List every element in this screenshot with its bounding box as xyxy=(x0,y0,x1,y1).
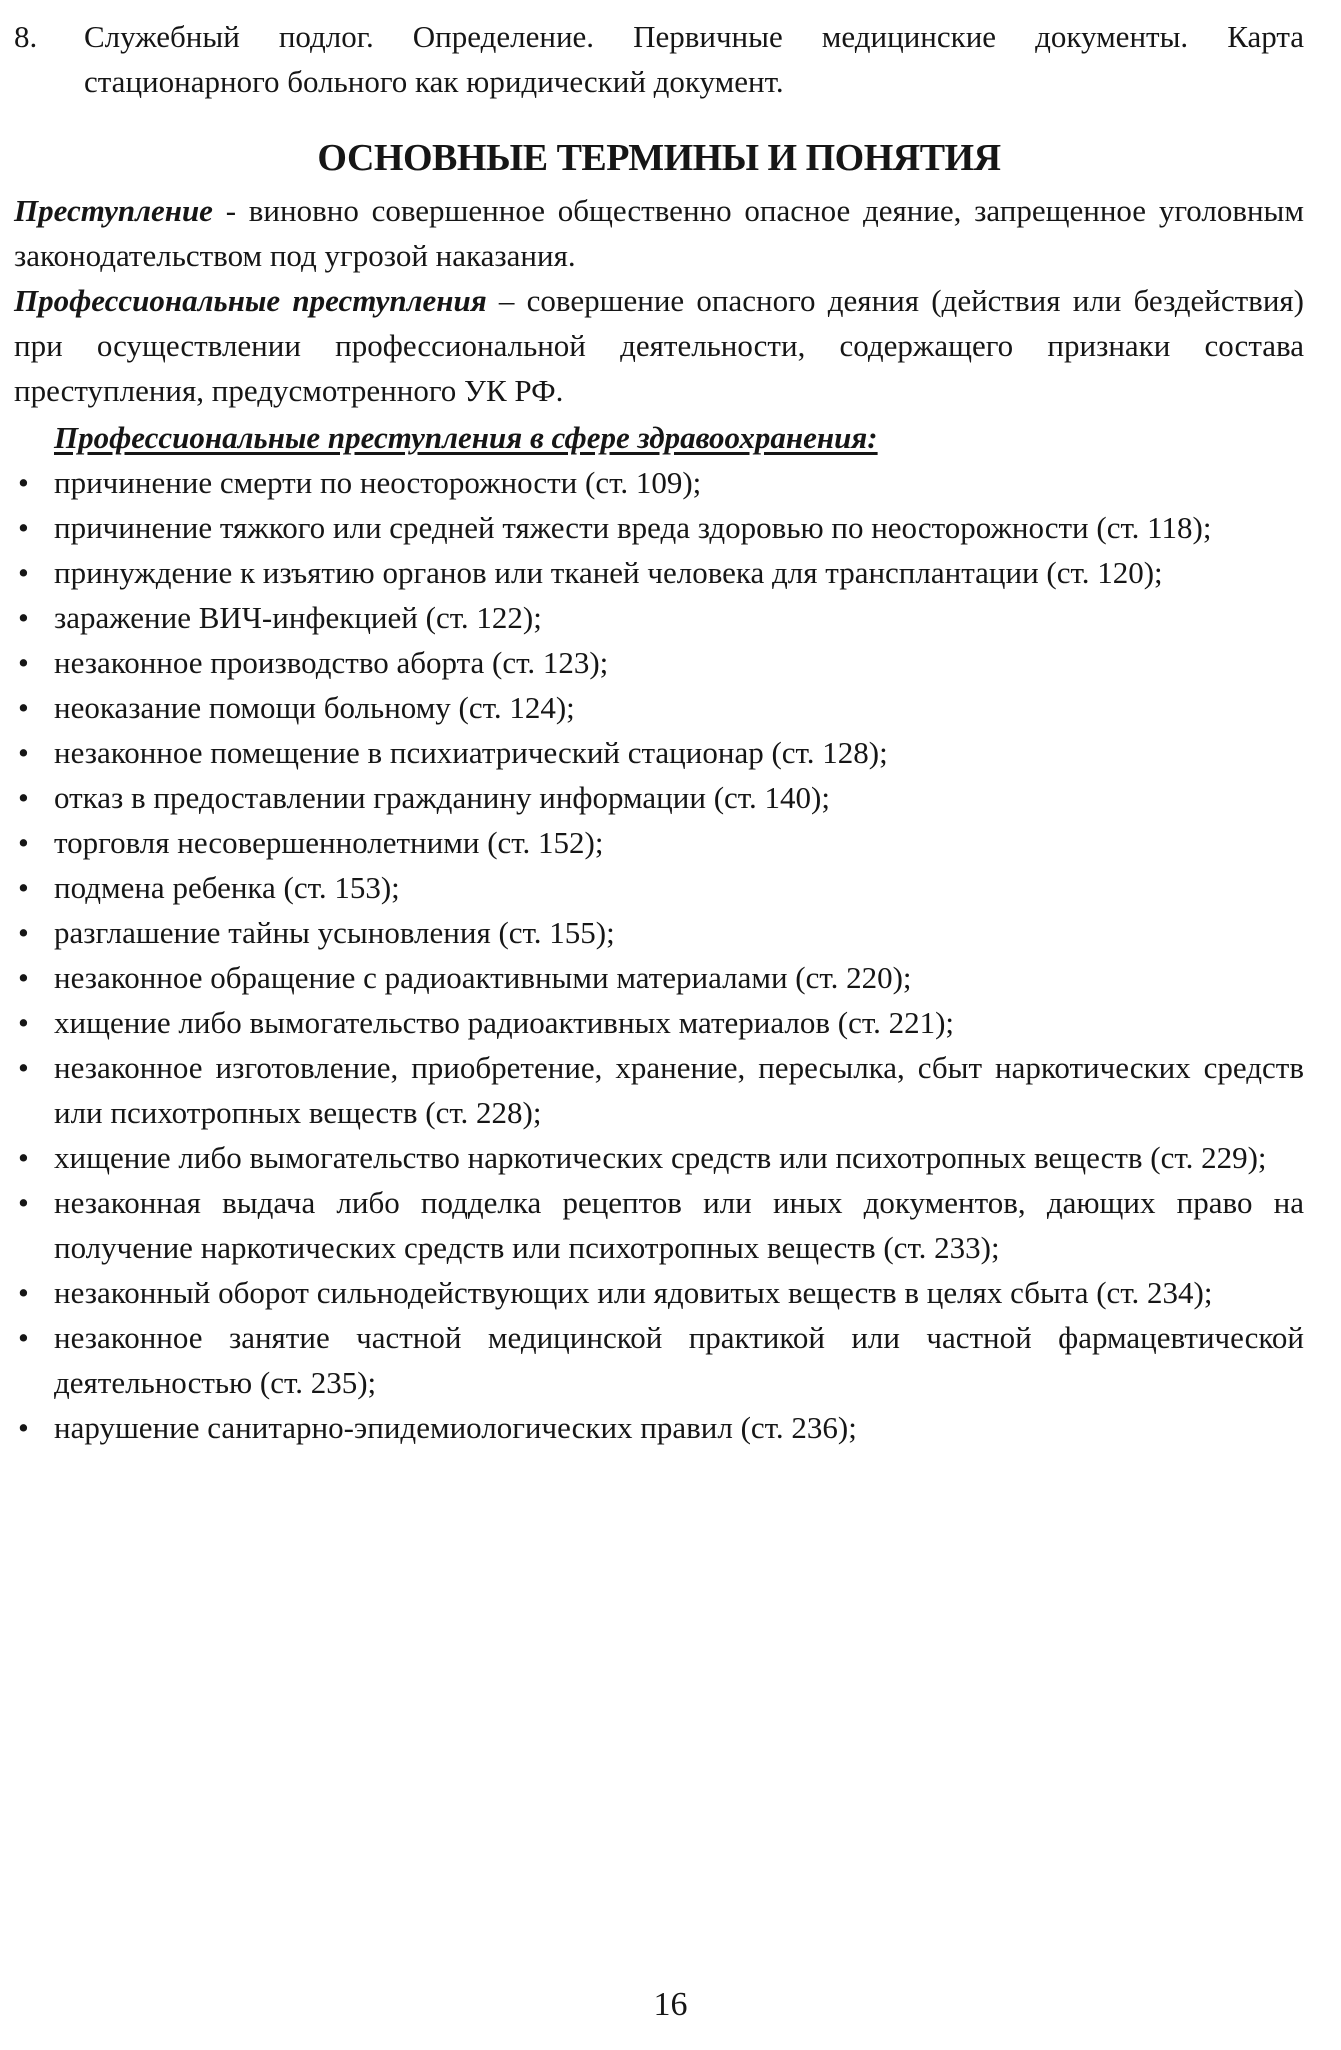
question-item xyxy=(14,14,1304,104)
bullet-icon: • xyxy=(18,1320,29,1355)
definition-separator: - xyxy=(212,193,249,228)
list-item xyxy=(14,550,1304,595)
list-item-text: незаконное обращение с радиоактивными материалами (ст. 220); xyxy=(54,960,912,995)
list-item-text: торговля несовершеннолетними (ст. 152); xyxy=(54,825,604,860)
list-item-text: причинение смерти по неосторожности (ст. 109); xyxy=(54,465,702,500)
bullet-icon: • xyxy=(18,555,29,590)
list-item xyxy=(14,910,1304,955)
bullet-icon: • xyxy=(18,870,29,905)
list-item-text: незаконное занятие частной медицинской практикой или частной фармацевтической деятельностью (ст. 235); xyxy=(54,1320,1304,1400)
list-item xyxy=(14,730,1304,775)
bullet-icon: • xyxy=(18,735,29,770)
bullet-icon: • xyxy=(18,1275,29,1310)
list-item xyxy=(14,1405,1304,1450)
list-item xyxy=(14,955,1304,1000)
bullet-icon: • xyxy=(18,1140,29,1175)
bullet-icon: • xyxy=(18,780,29,815)
list-item-text: хищение либо вымогательство наркотических средств или психотропных веществ (ст. 229); xyxy=(54,1140,1267,1175)
definition-separator: – xyxy=(486,283,527,318)
list-item-text: нарушение санитарно-эпидемиологических правил (ст. 236); xyxy=(54,1410,857,1445)
bullet-icon: • xyxy=(18,645,29,680)
bullet-icon: • xyxy=(18,960,29,995)
list-item-text: подмена ребенка (ст. 153); xyxy=(54,870,400,905)
definition-crime xyxy=(14,188,1304,278)
page-content xyxy=(14,14,1304,1450)
bullet-icon: • xyxy=(18,1410,29,1445)
bullet-icon: • xyxy=(18,1185,29,1220)
list-item-text: хищение либо вымогательство радиоактивных материалов (ст. 221); xyxy=(54,1005,954,1040)
list-item-text: незаконная выдача либо подделка рецептов или иных документов, дающих право на получение наркотических средств или психотропных веществ (ст. 233); xyxy=(54,1185,1304,1265)
definition-term: Преступление xyxy=(14,193,213,228)
bullet-icon: • xyxy=(18,1050,29,1085)
list-item-text: незаконный оборот сильнодействующих или ядовитых веществ в целях сбыта (ст. 234); xyxy=(54,1275,1213,1310)
list-item xyxy=(14,640,1304,685)
list-item xyxy=(14,1045,1304,1135)
definition-text: виновно совершенное общественно опасное деяние, запрещенное уголовным законодательством под угрозой наказания. xyxy=(14,193,1304,273)
question-number: 8. xyxy=(14,19,38,54)
definition-professional-crimes xyxy=(14,278,1304,413)
list-item xyxy=(14,1135,1304,1180)
list-item xyxy=(14,1315,1304,1405)
list-heading: Профессиональные преступления в сфере здравоохранения: xyxy=(54,420,878,455)
list-item-text: отказ в предоставлении гражданину информации (ст. 140); xyxy=(54,780,830,815)
list-item-text: незаконное изготовление, приобретение, хранение, пересылка, сбыт наркотических средств или психотропных веществ (ст. 228); xyxy=(54,1050,1304,1130)
list-item xyxy=(14,1000,1304,1045)
bullet-icon: • xyxy=(18,465,29,500)
bullet-icon: • xyxy=(18,600,29,635)
list-item-text: причинение тяжкого или средней тяжести вреда здоровью по неосторожности (ст. 118); xyxy=(54,510,1212,545)
list-item xyxy=(14,595,1304,640)
bullet-icon: • xyxy=(18,825,29,860)
list-item-text: незаконное производство аборта (ст. 123); xyxy=(54,645,609,680)
question-text: Служебный подлог. Определение. Первичные медицинские документы. Карта стационарного больного как юридический документ. xyxy=(84,19,1304,99)
definition-text: совершение опасного деяния (действия или бездействия) при осуществлении профессиональной деятельности, содержащего признаки состава преступления, предусмотренного УК РФ. xyxy=(14,283,1304,408)
list-item-text: принуждение к изъятию органов или тканей человека для трансплантации (ст. 120); xyxy=(54,555,1163,590)
definition-term: Профессиональные преступления xyxy=(14,283,487,318)
section-title: ОСНОВНЫЕ ТЕРМИНЫ И ПОНЯТИЯ xyxy=(317,137,1001,179)
list-item-text: разглашение тайны усыновления (ст. 155); xyxy=(54,915,615,950)
list-item xyxy=(14,775,1304,820)
bullet-icon: • xyxy=(18,1005,29,1040)
list-item xyxy=(14,1180,1304,1270)
list-item-text: неоказание помощи больному (ст. 124); xyxy=(54,690,575,725)
list-item xyxy=(14,460,1304,505)
list-item xyxy=(14,505,1304,550)
list-item xyxy=(14,865,1304,910)
list-item xyxy=(14,820,1304,865)
bullet-icon: • xyxy=(18,915,29,950)
crimes-list xyxy=(14,460,1304,1450)
list-item xyxy=(14,685,1304,730)
bullet-icon: • xyxy=(18,690,29,725)
list-item-text: незаконное помещение в психиатрический стационар (ст. 128); xyxy=(54,735,888,770)
page-number: 16 xyxy=(653,1986,688,2023)
bullet-icon: • xyxy=(18,510,29,545)
list-item-text: заражение ВИЧ-инфекцией (ст. 122); xyxy=(54,600,542,635)
list-item xyxy=(14,1270,1304,1315)
